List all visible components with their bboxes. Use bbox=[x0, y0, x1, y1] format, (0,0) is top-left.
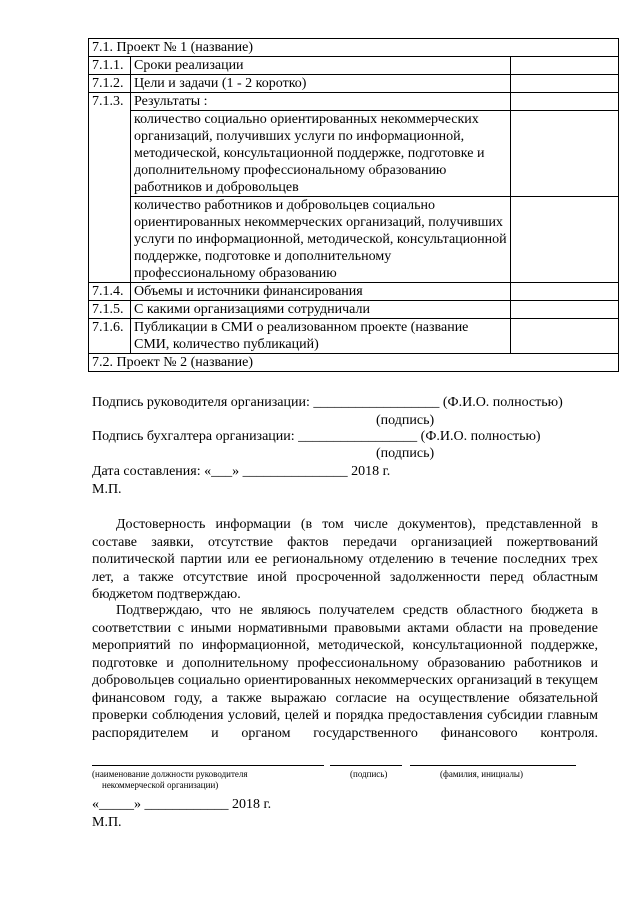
row-number: 7.1.2. bbox=[89, 75, 131, 93]
project-2-title: 7.2. Проект № 2 (название) bbox=[89, 354, 619, 372]
position-underline[interactable] bbox=[92, 765, 324, 766]
row-number: 7.1.6. bbox=[89, 319, 131, 354]
project-1-title: 7.1. Проект № 1 (название) bbox=[89, 39, 619, 57]
row-value-cell[interactable] bbox=[511, 75, 619, 93]
row-number: 7.1.3. bbox=[89, 93, 131, 283]
table-row bbox=[89, 301, 619, 319]
row-label: Публикации в СМИ о реализованном проекте (название СМИ, количество публикаций) bbox=[131, 319, 511, 354]
row-label: Результаты : bbox=[131, 93, 511, 111]
row-label: количество работников и добровольцев социально ориентированных некоммерческих организаций, получивших услуги по информационной, методической, консультационной поддержке, подготовке и дополнительному профессиональному образованию bbox=[131, 197, 511, 283]
confirmation-paragraph: Подтверждаю, что не являюсь получателем средств областного бюджета в соответствии с иными нормативными правовыми актами области на проведение мероприятий по информационной, методической, консультационной поддержке, подготовке и дополнительному профессиональному образованию работников и добровольцев социально ориентированных некоммерческих организаций в текущем финансовом году, а также выражаю согласие на осуществление обязательной проверки соблюдения условий, целей и порядка предоставления субсидии главным распорядителем и органом государственного финансового контроля. bbox=[92, 603, 598, 741]
signature-caption: (подпись) bbox=[350, 769, 388, 779]
row-value-cell[interactable] bbox=[511, 93, 619, 111]
stamp-mark: М.П. bbox=[92, 482, 122, 497]
table-row bbox=[89, 75, 619, 93]
compilation-date-line[interactable]: Дата составления: «___» _______________ 2018 г. bbox=[92, 464, 391, 479]
table-row bbox=[89, 283, 619, 301]
row-number: 7.1.4. bbox=[89, 283, 131, 301]
signature-underline[interactable] bbox=[330, 765, 402, 766]
row-label: Цели и задачи (1 - 2 коротко) bbox=[131, 75, 511, 93]
table-row-project-2 bbox=[89, 354, 619, 372]
table-row bbox=[89, 319, 619, 354]
row-number: 7.1.5. bbox=[89, 301, 131, 319]
row-value-cell[interactable] bbox=[511, 301, 619, 319]
head-signature-line[interactable]: Подпись руководителя организации: __________________ (Ф.И.О. полностью) bbox=[92, 395, 563, 410]
footer-stamp-mark: М.П. bbox=[92, 815, 122, 830]
footer-date-line[interactable]: «_____» ____________ 2018 г. bbox=[92, 797, 272, 812]
head-signature-caption: (подпись) bbox=[376, 413, 435, 428]
row-value-cell[interactable] bbox=[511, 283, 619, 301]
row-value-cell[interactable] bbox=[511, 111, 619, 197]
table-row bbox=[89, 93, 619, 111]
row-value-cell[interactable] bbox=[511, 319, 619, 354]
project-table bbox=[88, 38, 619, 372]
reliability-paragraph: Достоверность информации (в том числе документов), представленной в составе заявки, отсутствие фактов передачи организацией пожертвований политической партии или ее региональному отделению в течение последних трех лет, а также отсутствие иной просроченной задолженности перед областным бюджетом подтверждаю. bbox=[92, 517, 598, 602]
table-row bbox=[89, 57, 619, 75]
table-row bbox=[89, 111, 619, 197]
accountant-signature-line[interactable]: Подпись бухгалтера организации: _________________ (Ф.И.О. полностью) bbox=[92, 429, 541, 444]
row-label: количество социально ориентированных некоммерческих организаций, получивших услуги по информационной, методической, консультационной поддержке, подготовке и дополнительному профессиональному образованию работников и добровольцев bbox=[131, 111, 511, 197]
row-value-cell[interactable] bbox=[511, 57, 619, 75]
row-label: Объемы и источники финансирования bbox=[131, 283, 511, 301]
position-caption-line-1: (наименование должности руководителя bbox=[92, 769, 248, 779]
accountant-signature-caption: (подпись) bbox=[376, 446, 435, 461]
table-row bbox=[89, 197, 619, 283]
row-number: 7.1.1. bbox=[89, 57, 131, 75]
name-underline[interactable] bbox=[410, 765, 576, 766]
position-caption-line-2: некоммерческой организации) bbox=[102, 780, 219, 790]
row-label: С какими организациями сотрудничали bbox=[131, 301, 511, 319]
row-value-cell[interactable] bbox=[511, 197, 619, 283]
name-caption: (фамилия, инициалы) bbox=[440, 769, 523, 779]
table-row-project-1 bbox=[89, 39, 619, 57]
row-label: Сроки реализации bbox=[131, 57, 511, 75]
